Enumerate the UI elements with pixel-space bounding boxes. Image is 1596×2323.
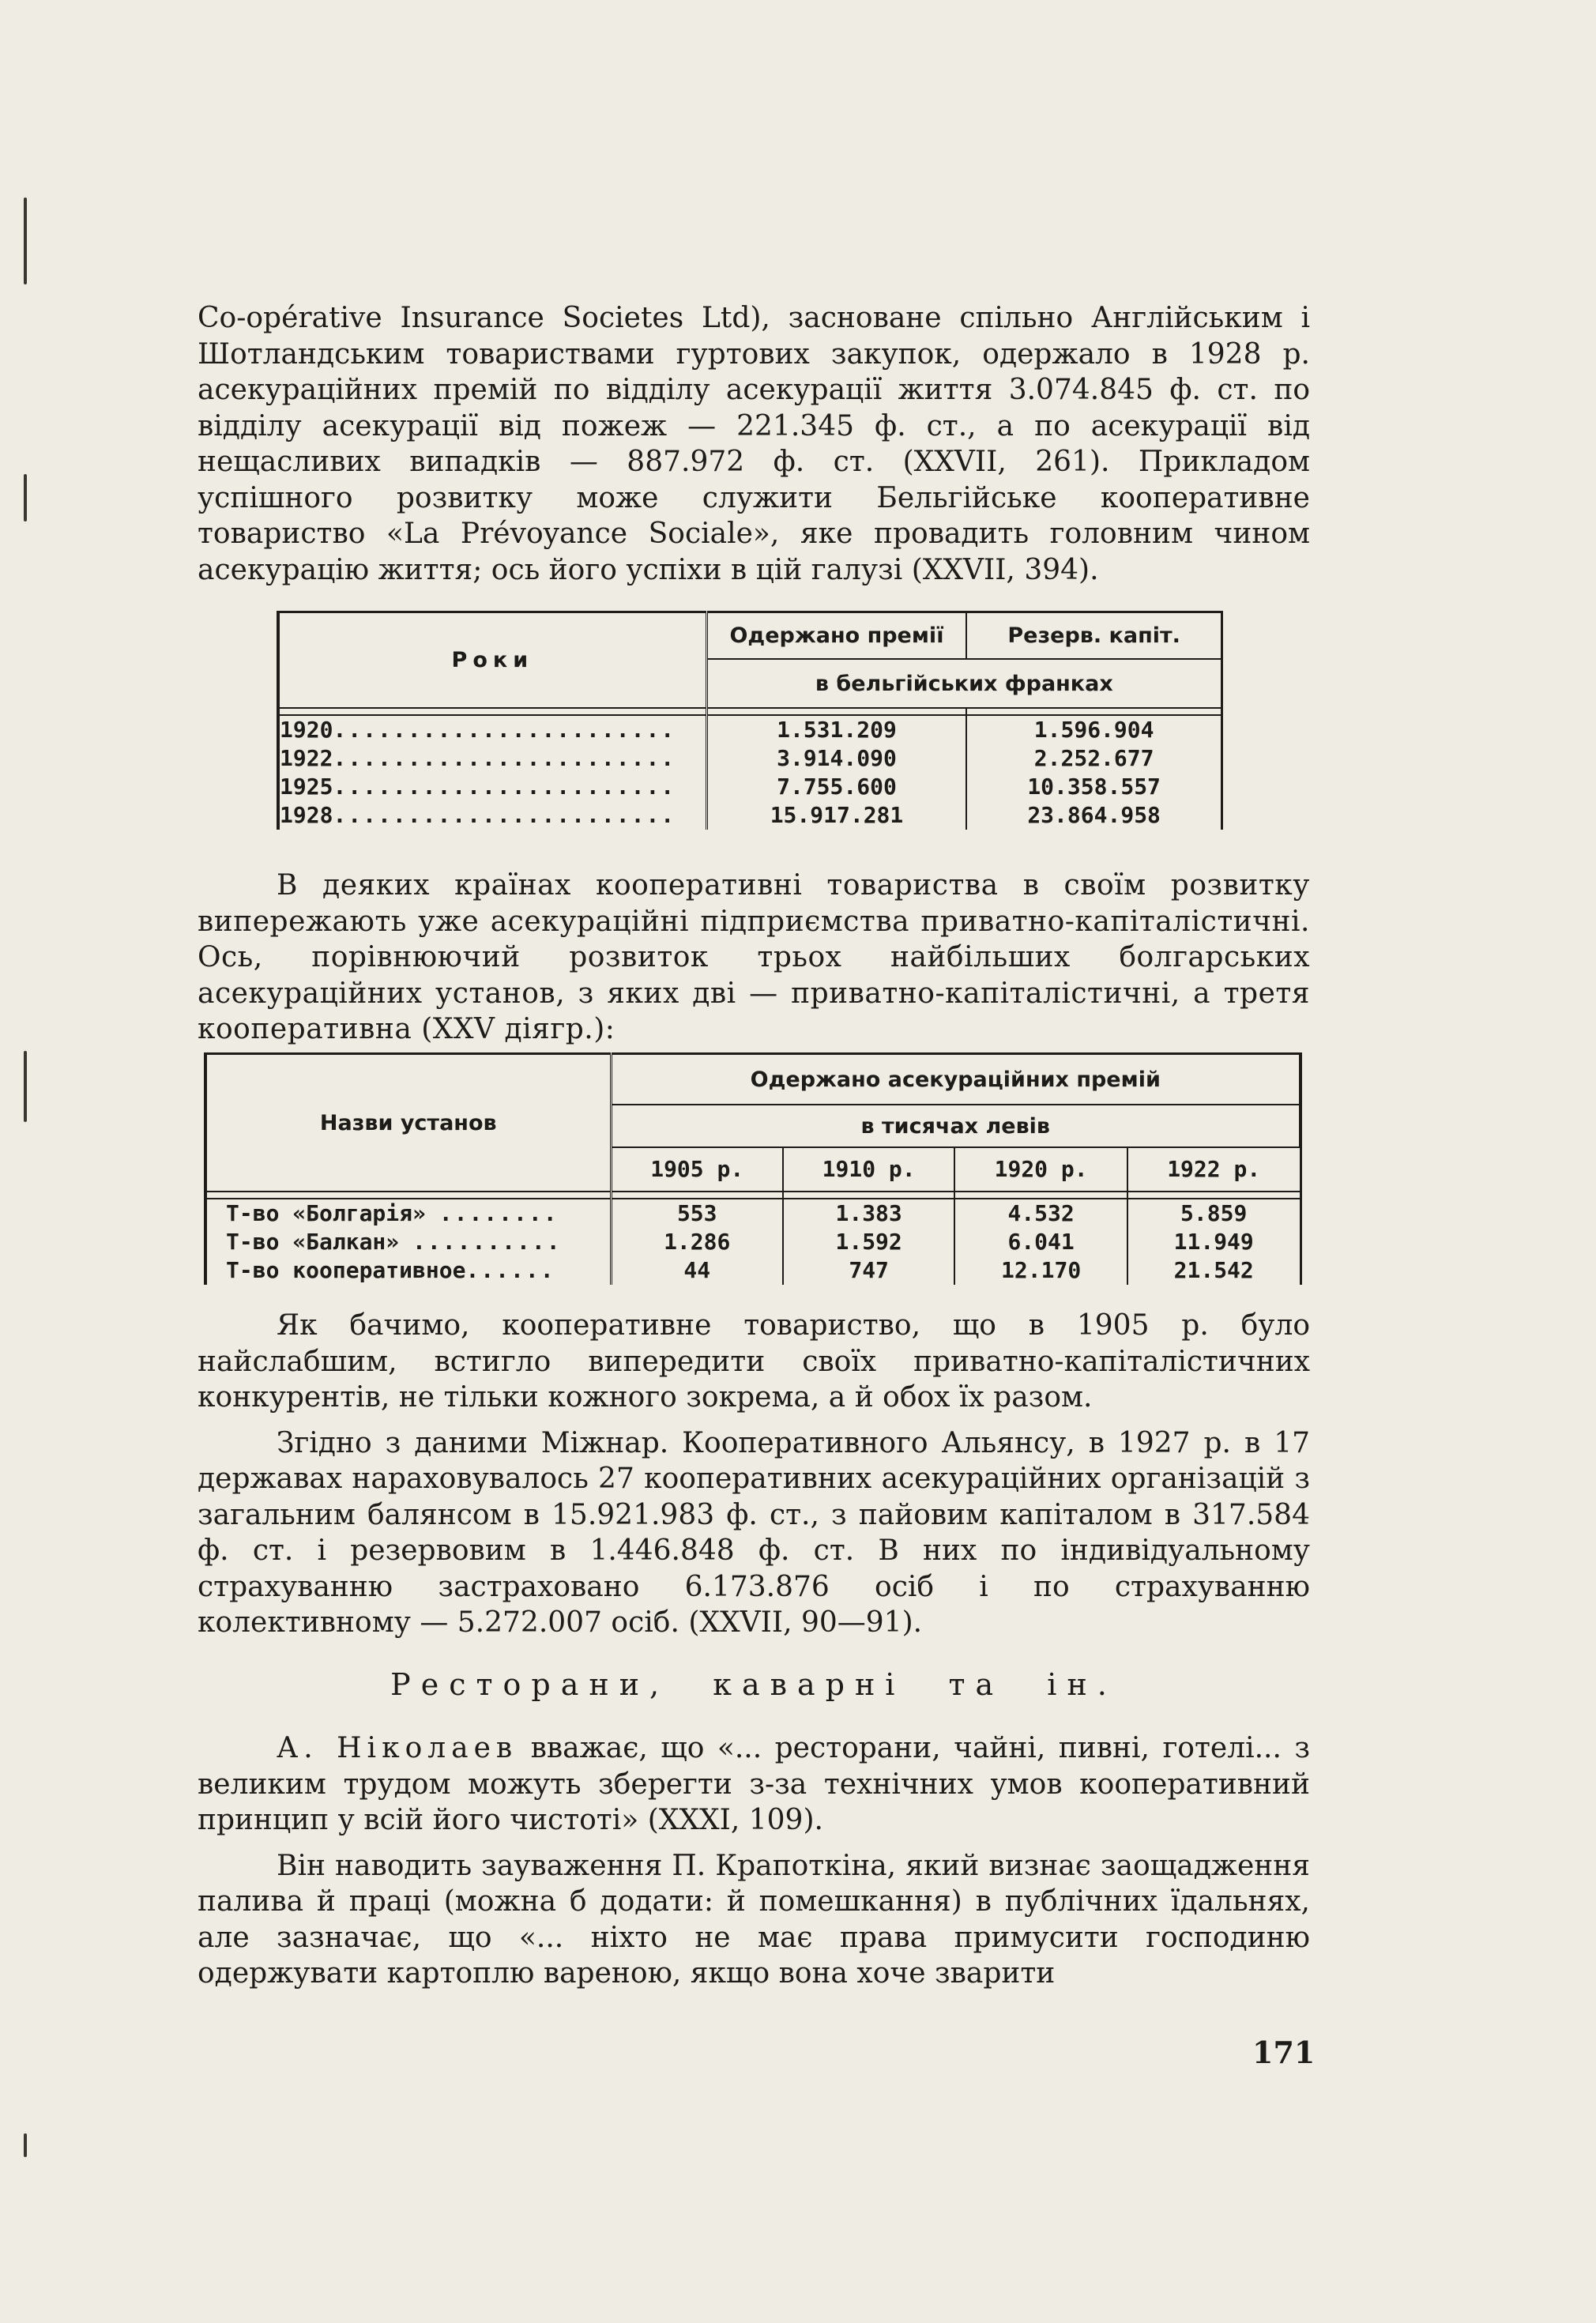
paragraph-5-text: вважає, що «... ресторани, чайні, пивні, готелі... з великим трудом можуть зберегти з-за технічних умов кооперативний принцип у всій його чистоті» (XXXI, 109).: [198, 1732, 1310, 1836]
table1-year: 1922: [280, 745, 333, 771]
paragraph-5-6-block: [198, 1730, 1310, 1992]
table2-value: 1.592: [783, 1228, 954, 1256]
table-row: Т-во «Болгарія» ........ 553 1.383 4.532 5.859: [205, 1199, 1301, 1228]
table2-value: 5.859: [1127, 1199, 1301, 1228]
table-row: 1920....................... 1.531.209 1.596.904: [278, 715, 1222, 744]
table-row: 1928....................... 15.917.281 23.864.958: [278, 801, 1222, 830]
scan-edge-mark: [24, 1051, 27, 1122]
table2-group-header: Одержано асекураційних премій: [611, 1054, 1301, 1105]
table2-value: 1.383: [783, 1199, 954, 1228]
table2-value: 21.542: [1127, 1256, 1301, 1285]
paragraph-1: Co-opérative Insurance Societes Ltd), засноване спільно Англійським і Шотландським товариствами гуртових закупок, одержало в 1928 р. асекураційних премій по відділу асекурації життя 3.074.845 ф. ст. по відділу асекурації від пожеж — 221.345 ф. ст., а по асекурації від нещасливих випадків — 887.972 ф. ст. (XXVII, 261). Прикладом успішного розвитку може служити Бельгійське кооперативне товариство «La Prévoyance Sociale», яке провадить головним чином асекурацію життя; ось його успіхи в цій галузі (XXVII, 394).: [198, 302, 1310, 586]
table2-institution: Т-во «Болгарія»: [226, 1200, 426, 1226]
table2-value: 553: [611, 1199, 783, 1228]
paragraph-3: Як бачимо, кооперативне товариство, що в 1905 р. було найслабшим, встигло випередити своїх приватно-капіталістичних конкурентів, не тільки кожного зокрема, а й обох їх разом.: [198, 1309, 1310, 1414]
table1-years-header: Роки: [278, 612, 706, 709]
table1-premium: 3.914.090: [706, 744, 966, 773]
paragraph-6: Він наводить зауваження П. Крапоткіна, який визнає заощадження палива й праці (можна б додати: й помешкання) в публічних їдальнях, але зазначає, що «... ніхто не має права примусити господиню одержувати картоплю вареною, якщо вона хоче зварити: [198, 1849, 1310, 1990]
page-number: 171: [1252, 2035, 1316, 2070]
table1-premium: 7.755.600: [706, 773, 966, 801]
table1-premium: 1.531.209: [706, 715, 966, 744]
table1-unit-header: в бельгійських франках: [706, 659, 1221, 708]
table2-year-header: 1905 р.: [611, 1147, 783, 1192]
table2-value: 6.041: [954, 1228, 1127, 1256]
table-row: Т-во «Балкан» .......... 1.286 1.592 6.041 11.949: [205, 1228, 1301, 1256]
table2-value: 1.286: [611, 1228, 783, 1256]
paragraph-2-block: [198, 868, 1310, 1048]
scan-edge-mark: [24, 198, 27, 284]
belgian-insurance-table: [277, 611, 1223, 830]
author-name: А. Ніколаев: [277, 1732, 518, 1764]
table1-reserve-header: Резерв. капіт.: [966, 612, 1221, 660]
table2-value: 747: [783, 1256, 954, 1285]
table1-premium-header: Одержано премії: [706, 612, 966, 660]
table1-year: 1925: [280, 774, 333, 800]
table2-names-header: Назви установ: [205, 1054, 611, 1192]
table1-reserve: 2.252.677: [966, 744, 1221, 773]
table2-year-header: 1910 р.: [783, 1147, 954, 1192]
table1-year: 1920: [280, 717, 333, 743]
table2-value: 44: [611, 1256, 783, 1285]
paragraph-1-block: [198, 300, 1310, 588]
table2-year-header: 1920 р.: [954, 1147, 1127, 1192]
paragraph-2: В деяких країнах кооперативні товариства в своїм розвитку випережають уже асекураційні підприємства приватно-капіталістичні. Ось, порівнюючий розвиток трьох найбільших болгарських асекураційних установ, з яких дві — приватно-капіталістичні, а третя кооперативна (XXV діягр.):: [198, 869, 1310, 1045]
scan-edge-mark: [24, 474, 27, 521]
table2-value: 11.949: [1127, 1228, 1301, 1256]
table-row: Т-во кооперативное...... 44 747 12.170 21.542: [205, 1256, 1301, 1285]
table1-premium: 15.917.281: [706, 801, 966, 830]
table2-value: 4.532: [954, 1199, 1127, 1228]
paragraph-3-4-block: [198, 1308, 1310, 1641]
table-row: 1925....................... 7.755.600 10.358.557: [278, 773, 1222, 801]
table2-institution: Т-во кооперативное: [226, 1257, 466, 1283]
table-row: 1922....................... 3.914.090 2.252.677: [278, 744, 1222, 773]
table1-year: 1928: [280, 802, 333, 828]
paragraph-5: [198, 1730, 1310, 1839]
bulgarian-insurance-table: [204, 1052, 1302, 1285]
table1-reserve: 10.358.557: [966, 773, 1221, 801]
paragraph-4: Згідно з даними Міжнар. Кооперативного Альянсу, в 1927 р. в 17 державах нараховувалось 27 кооперативних асекураційних організацій з загальним балянсом в 15.921.983 ф. ст., з пайовим капіталом в 317.584 ф. ст. і резервовим в 1.446.848 ф. ст. В них по індивідуальному страхуванню застраховано 6.173.876 осіб і по страхуванню колективному — 5.272.007 осіб. (XXVII, 90—91).: [198, 1426, 1310, 1639]
table2-year-header: 1922 р.: [1127, 1147, 1301, 1192]
table1-reserve: 23.864.958: [966, 801, 1221, 830]
table2-institution: Т-во «Балкан»: [226, 1229, 400, 1255]
table2-value: 12.170: [954, 1256, 1127, 1285]
scan-edge-mark: [24, 2133, 27, 2157]
table1-reserve: 1.596.904: [966, 715, 1221, 744]
section-heading: Ресторани, каварні та ін.: [390, 1667, 1117, 1702]
table2-unit-header: в тисячах левів: [611, 1105, 1301, 1147]
